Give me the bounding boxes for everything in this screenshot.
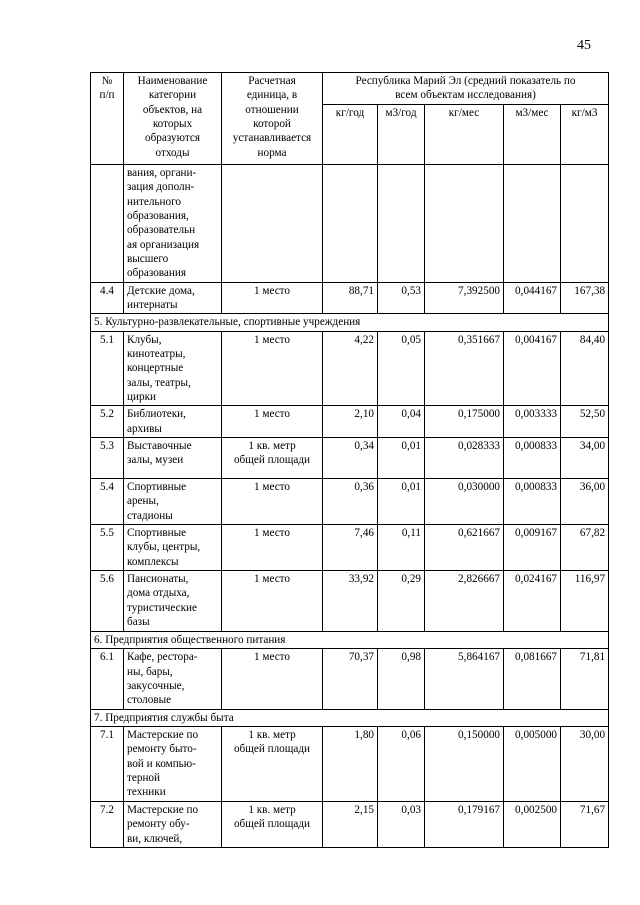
cell-kg-m3: 30,00 bbox=[561, 726, 609, 801]
table-row bbox=[91, 570, 609, 631]
table-header bbox=[91, 73, 609, 165]
section-row bbox=[91, 314, 609, 331]
cell-kg-month: 5,864167 bbox=[425, 649, 504, 709]
cell-kg-year: 2,15 bbox=[323, 801, 378, 847]
cell-unit bbox=[222, 165, 323, 283]
table-row bbox=[91, 406, 609, 438]
section-title: 7. Предприятия службы быта bbox=[91, 709, 609, 726]
cell-kg-year: 7,46 bbox=[323, 524, 378, 570]
cell-unit: 1 место bbox=[222, 282, 323, 314]
cell-num: 4.4 bbox=[91, 282, 124, 314]
cell-m3-month: 0,000833 bbox=[504, 437, 561, 478]
cell-m3-month: 0,004167 bbox=[504, 331, 561, 406]
cell-m3-year: 0,03 bbox=[378, 801, 425, 847]
cell-m3-year: 0,01 bbox=[378, 437, 425, 478]
cell-kg-month: 0,179167 bbox=[425, 801, 504, 847]
section-title: 5. Культурно-развлекательные, спортивные учреждения bbox=[91, 314, 609, 331]
cell-m3-year: 0,53 bbox=[378, 282, 425, 314]
cell-unit: 1 место bbox=[222, 570, 323, 631]
cell-m3-month: 0,000833 bbox=[504, 478, 561, 524]
cell-m3-year: 0,04 bbox=[378, 406, 425, 438]
cell-kg-m3: 71,81 bbox=[561, 649, 609, 709]
cell-num: 6.1 bbox=[91, 649, 124, 709]
cell-kg-month: 7,392500 bbox=[425, 282, 504, 314]
cell-unit: 1 место bbox=[222, 649, 323, 709]
cell-num: 5.5 bbox=[91, 524, 124, 570]
table-row bbox=[91, 437, 609, 478]
table-row bbox=[91, 649, 609, 709]
header-kg-m3: кг/м3 bbox=[561, 105, 609, 165]
cell-kg-year: 4,22 bbox=[323, 331, 378, 406]
cell-name: Выставочные залы, музеи bbox=[124, 437, 222, 478]
cell-kg-year: 2,10 bbox=[323, 406, 378, 438]
cell-name: Кафе, рестора- ны, бары, закусочные, столовые bbox=[124, 649, 222, 709]
cell-m3-year: 0,29 bbox=[378, 570, 425, 631]
cell-unit: 1 кв. метр общей площади bbox=[222, 726, 323, 801]
table-row bbox=[91, 726, 609, 801]
cell-kg-year bbox=[323, 165, 378, 283]
cell-kg-month: 0,175000 bbox=[425, 406, 504, 438]
cell-kg-m3: 36,00 bbox=[561, 478, 609, 524]
cell-m3-month: 0,024167 bbox=[504, 570, 561, 631]
cell-unit: 1 кв. метр общей площади bbox=[222, 437, 323, 478]
cell-name: Мастерские по ремонту обу- ви, ключей, bbox=[124, 801, 222, 847]
cell-name: Спортивные арены, стадионы bbox=[124, 478, 222, 524]
table-row bbox=[91, 331, 609, 406]
cell-m3-year: 0,98 bbox=[378, 649, 425, 709]
cell-kg-m3: 116,97 bbox=[561, 570, 609, 631]
page-number: 45 bbox=[577, 38, 591, 53]
header-unit: Расчетная единица, в отношении которой устанавливается норма bbox=[222, 73, 323, 165]
cell-num: 5.4 bbox=[91, 478, 124, 524]
cell-m3-year bbox=[378, 165, 425, 283]
cell-m3-month: 0,003333 bbox=[504, 406, 561, 438]
cell-m3-month: 0,044167 bbox=[504, 282, 561, 314]
cell-m3-month: 0,005000 bbox=[504, 726, 561, 801]
header-m3-year: м3/год bbox=[378, 105, 425, 165]
cell-kg-month: 0,028333 bbox=[425, 437, 504, 478]
cell-kg-month: 0,351667 bbox=[425, 331, 504, 406]
cell-num: 7.2 bbox=[91, 801, 124, 847]
cell-kg-m3: 52,50 bbox=[561, 406, 609, 438]
cell-num: 7.1 bbox=[91, 726, 124, 801]
cell-name: Библиотеки, архивы bbox=[124, 406, 222, 438]
cell-unit: 1 место bbox=[222, 478, 323, 524]
table-row bbox=[91, 478, 609, 524]
waste-norms-table bbox=[90, 72, 609, 848]
cell-m3-year: 0,06 bbox=[378, 726, 425, 801]
table-row bbox=[91, 524, 609, 570]
cell-kg-m3: 71,67 bbox=[561, 801, 609, 847]
section-row bbox=[91, 709, 609, 726]
table-row bbox=[91, 282, 609, 314]
header-kg-month: кг/мес bbox=[425, 105, 504, 165]
table-row bbox=[91, 165, 609, 283]
cell-unit: 1 место bbox=[222, 406, 323, 438]
cell-num: 5.3 bbox=[91, 437, 124, 478]
cell-m3-month: 0,081667 bbox=[504, 649, 561, 709]
cell-kg-year: 0,36 bbox=[323, 478, 378, 524]
cell-kg-m3: 34,00 bbox=[561, 437, 609, 478]
cell-kg-month: 0,621667 bbox=[425, 524, 504, 570]
cell-kg-year: 33,92 bbox=[323, 570, 378, 631]
cell-kg-m3: 167,38 bbox=[561, 282, 609, 314]
cell-num: 5.1 bbox=[91, 331, 124, 406]
cell-kg-year: 1,80 bbox=[323, 726, 378, 801]
cell-kg-m3 bbox=[561, 165, 609, 283]
cell-name: Пансионаты, дома отдыха, туристические базы bbox=[124, 570, 222, 631]
section-title: 6. Предприятия общественного питания bbox=[91, 631, 609, 648]
cell-kg-year: 88,71 bbox=[323, 282, 378, 314]
cell-name: вания, органи- зация дополн- нительного образования, образовательн ая организация высшего образования bbox=[124, 165, 222, 283]
cell-num: 5.6 bbox=[91, 570, 124, 631]
cell-num: 5.2 bbox=[91, 406, 124, 438]
table-body bbox=[91, 165, 609, 848]
cell-unit: 1 место bbox=[222, 331, 323, 406]
cell-num bbox=[91, 165, 124, 283]
cell-kg-month: 0,030000 bbox=[425, 478, 504, 524]
cell-name: Клубы, кинотеатры, концертные залы, театры, цирки bbox=[124, 331, 222, 406]
cell-name: Детские дома, интернаты bbox=[124, 282, 222, 314]
cell-name: Спортивные клубы, центры, комплексы bbox=[124, 524, 222, 570]
cell-m3-month: 0,009167 bbox=[504, 524, 561, 570]
header-region: Республика Марий Эл (средний показатель по всем объектам исследования) bbox=[323, 73, 609, 105]
table-row bbox=[91, 801, 609, 847]
cell-kg-m3: 67,82 bbox=[561, 524, 609, 570]
cell-unit: 1 кв. метр общей площади bbox=[222, 801, 323, 847]
cell-m3-month bbox=[504, 165, 561, 283]
cell-kg-year: 70,37 bbox=[323, 649, 378, 709]
section-row bbox=[91, 631, 609, 648]
cell-m3-month: 0,002500 bbox=[504, 801, 561, 847]
header-name: Наименование категории объектов, на которых образуются отходы bbox=[124, 73, 222, 165]
header-m3-month: м3/мес bbox=[504, 105, 561, 165]
cell-m3-year: 0,01 bbox=[378, 478, 425, 524]
cell-kg-month: 0,150000 bbox=[425, 726, 504, 801]
header-num: № п/п bbox=[91, 73, 124, 165]
cell-kg-month: 2,826667 bbox=[425, 570, 504, 631]
cell-unit: 1 место bbox=[222, 524, 323, 570]
cell-kg-year: 0,34 bbox=[323, 437, 378, 478]
cell-m3-year: 0,05 bbox=[378, 331, 425, 406]
cell-kg-m3: 84,40 bbox=[561, 331, 609, 406]
cell-m3-year: 0,11 bbox=[378, 524, 425, 570]
cell-name: Мастерские по ремонту быто- вой и компью- терной техники bbox=[124, 726, 222, 801]
header-kg-year: кг/год bbox=[323, 105, 378, 165]
cell-kg-month bbox=[425, 165, 504, 283]
